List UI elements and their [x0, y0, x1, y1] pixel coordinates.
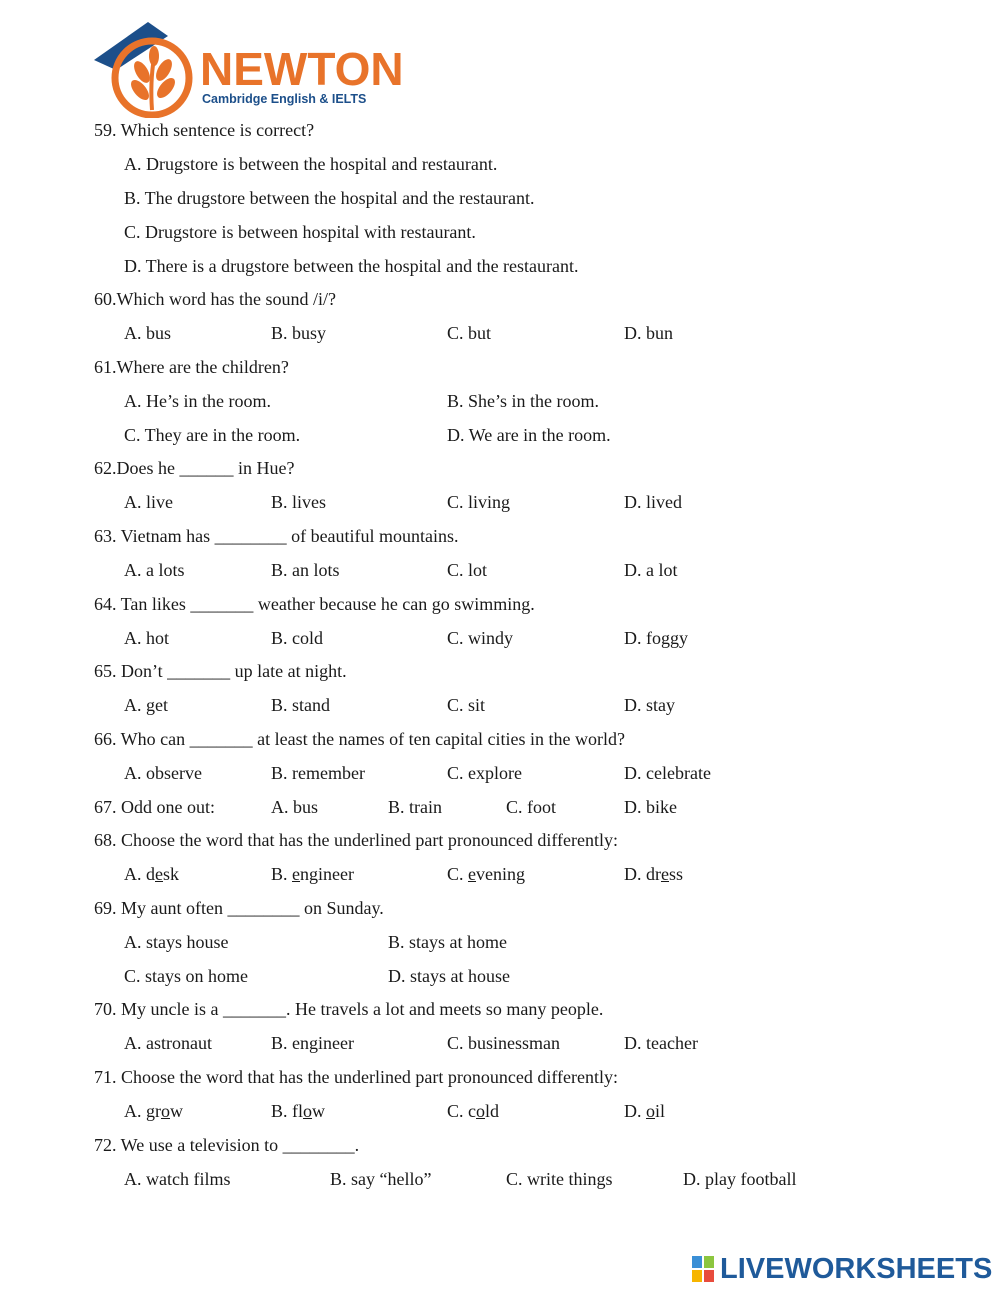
option[interactable]	[447, 863, 525, 885]
question-70: 70. My uncle is a _______. He travels a lot and meets so many people.	[94, 999, 604, 1019]
option[interactable]: B. train	[388, 797, 442, 817]
option[interactable]: B. say “hello”	[330, 1169, 432, 1189]
option-text: vening	[476, 864, 526, 884]
question-68: 68. Choose the word that has the underlined part pronounced differently:	[94, 830, 619, 850]
option[interactable]: A. Drugstore is between the hospital and restaurant.	[124, 154, 498, 174]
underlined-letter: e	[661, 864, 669, 884]
option[interactable]: C. sit	[447, 695, 486, 715]
option[interactable]	[271, 1100, 325, 1122]
underlined-letter: o	[303, 1101, 313, 1121]
option[interactable]: D. a lot	[624, 560, 678, 580]
option[interactable]: C. explore	[447, 763, 522, 783]
option[interactable]: A. watch films	[124, 1169, 231, 1189]
option[interactable]: D. play football	[683, 1169, 797, 1189]
option[interactable]: A. live	[124, 492, 173, 512]
option-text: A. gr	[124, 1101, 161, 1121]
question-61: 61.Where are the children?	[94, 357, 289, 377]
underlined-letter: o	[161, 1101, 170, 1121]
underlined-letter: e	[292, 864, 301, 884]
option[interactable]: B. engineer	[271, 1033, 354, 1053]
logo-emblem-icon	[92, 22, 202, 118]
option[interactable]: C. Drugstore is between hospital with restaurant.	[124, 222, 476, 242]
option[interactable]: B. cold	[271, 628, 323, 648]
option[interactable]	[124, 1100, 183, 1122]
option[interactable]: B. stand	[271, 695, 331, 715]
question-67: 67. Odd one out:	[94, 797, 215, 817]
option[interactable]: A. astronaut	[124, 1033, 212, 1053]
option[interactable]: D. lived	[624, 492, 682, 512]
option[interactable]: B. stays at home	[388, 932, 507, 952]
option[interactable]: D. stays at house	[388, 966, 510, 986]
option[interactable]: C. living	[447, 492, 511, 512]
option[interactable]: D. teacher	[624, 1033, 698, 1053]
option[interactable]	[124, 863, 179, 885]
question-69: 69. My aunt often ________ on Sunday.	[94, 898, 384, 918]
question-60: 60.Which word has the sound /i/?	[94, 289, 336, 309]
option[interactable]: C. windy	[447, 628, 514, 648]
underlined-letter: o	[646, 1101, 655, 1121]
option[interactable]: B. lives	[271, 492, 327, 512]
option-text: ngineer	[300, 864, 354, 884]
question-62: 62.Does he ______ in Hue?	[94, 458, 295, 478]
option[interactable]: C. They are in the room.	[124, 425, 301, 445]
option[interactable]: B. busy	[271, 323, 327, 343]
newton-logo	[92, 22, 402, 118]
option-text: B.	[271, 864, 293, 884]
option-text: w	[312, 1101, 326, 1121]
option[interactable]: D. celebrate	[624, 763, 711, 783]
option[interactable]: B. The drugstore between the hospital and the restaurant.	[124, 188, 535, 208]
underlined-letter: o	[476, 1101, 485, 1121]
question-64: 64. Tan likes _______ weather because he can go swimming.	[94, 594, 535, 614]
option-text: D. dr	[624, 864, 661, 884]
option[interactable]: A. He’s in the room.	[124, 391, 271, 411]
question-63: 63. Vietnam has ________ of beautiful mountains.	[94, 526, 459, 546]
option-text: D.	[624, 1101, 646, 1121]
liveworksheets-logo-icon	[692, 1253, 716, 1285]
liveworksheets-brand[interactable]: LIVEWORKSHEETS	[720, 1253, 993, 1285]
option[interactable]: C. stays on home	[124, 966, 248, 986]
option[interactable]: D. There is a drugstore between the hospital and the restaurant.	[124, 256, 579, 276]
option[interactable]: D. bun	[624, 323, 673, 343]
option-text: sk	[163, 864, 180, 884]
option[interactable]	[447, 1100, 499, 1122]
option[interactable]: A. stays house	[124, 932, 229, 952]
option[interactable]: B. an lots	[271, 560, 340, 580]
option[interactable]: C. foot	[506, 797, 557, 817]
option-text: C. c	[447, 1101, 476, 1121]
question-66: 66. Who can _______ at least the names of ten capital cities in the world?	[94, 729, 626, 749]
question-71: 71. Choose the word that has the underlined part pronounced differently:	[94, 1067, 619, 1087]
option[interactable]: A. observe	[124, 763, 202, 783]
option[interactable]: A. bus	[271, 797, 319, 817]
option[interactable]: C. businessman	[447, 1033, 561, 1053]
option[interactable]: D. bike	[624, 797, 677, 817]
option-text: ss	[669, 864, 684, 884]
option[interactable]: D. stay	[624, 695, 675, 715]
option[interactable]: C. lot	[447, 560, 488, 580]
option[interactable]: B. She’s in the room.	[447, 391, 599, 411]
underlined-letter: e	[468, 864, 477, 884]
question-59: 59. Which sentence is correct?	[94, 120, 315, 140]
option[interactable]: B. remember	[271, 763, 365, 783]
logo-name: NEWTON	[200, 43, 404, 95]
option[interactable]: D. We are in the room.	[447, 425, 611, 445]
option-text: ld	[485, 1101, 500, 1121]
option[interactable]: A. a lots	[124, 560, 185, 580]
option[interactable]: C. but	[447, 323, 492, 343]
question-72: 72. We use a television to ________.	[94, 1135, 360, 1155]
option-text: il	[655, 1101, 666, 1121]
question-65: 65. Don’t _______ up late at night.	[94, 661, 347, 681]
option[interactable]	[624, 1100, 665, 1122]
option[interactable]: C. write things	[506, 1169, 613, 1189]
option[interactable]	[271, 863, 354, 885]
option[interactable]: A. hot	[124, 628, 169, 648]
option-text: w	[170, 1101, 183, 1121]
option[interactable]: A. bus	[124, 323, 172, 343]
logo-subtitle: Cambridge English & IELTS	[202, 92, 367, 106]
option-text: B. fl	[271, 1101, 304, 1121]
option-text: C.	[447, 864, 469, 884]
option[interactable]: A. get	[124, 695, 168, 715]
underlined-letter: e	[155, 864, 163, 884]
option[interactable]	[624, 863, 683, 885]
option[interactable]: D. foggy	[624, 628, 688, 648]
option-text: A. d	[124, 864, 155, 884]
